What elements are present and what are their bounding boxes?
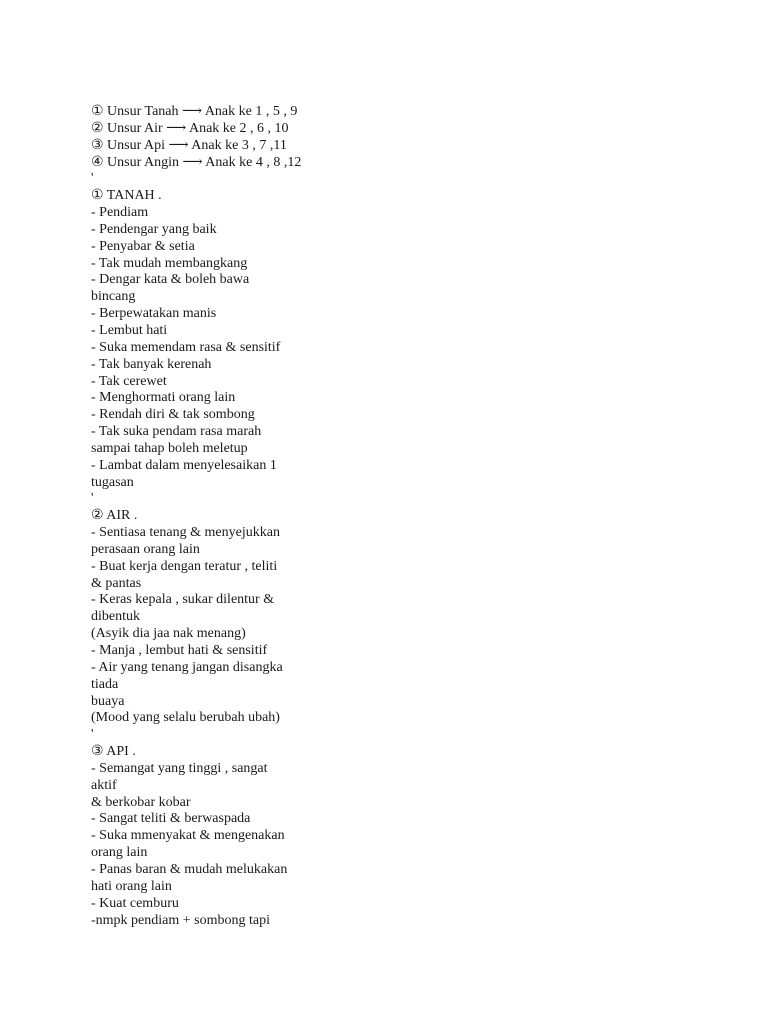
text-line: perasaan orang lain bbox=[91, 541, 200, 557]
text-line: tugasan bbox=[91, 474, 134, 490]
text-line: - Pendengar yang baik bbox=[91, 221, 217, 237]
text-line: hati orang lain bbox=[91, 878, 172, 894]
text-line: - Suka mmenyakat & mengenakan bbox=[91, 828, 285, 844]
text-line: ' bbox=[91, 491, 94, 507]
section-heading-air: ② AIR . bbox=[91, 508, 138, 524]
document-text bbox=[91, 104, 691, 929]
text-line: - Manja , lembut hati & sensitif bbox=[91, 643, 268, 658]
text-line: sampai tahap boleh meletup bbox=[91, 440, 248, 456]
text-line: - Keras kepala , sukar dilentur & bbox=[91, 592, 275, 608]
text-line: - Lambat dalam menyelesaikan 1 bbox=[91, 457, 277, 473]
text-line: ' bbox=[91, 171, 94, 187]
text-line: - Semangat yang tinggi , sangat bbox=[91, 760, 268, 776]
text-line: bincang bbox=[91, 289, 136, 305]
text-line: - Berpewatakan manis bbox=[91, 306, 217, 322]
section-heading-api: ③ API . bbox=[91, 744, 136, 760]
text-line: - Buat kerja dengan teratur , teliti bbox=[91, 558, 278, 574]
text-line: buaya bbox=[91, 693, 125, 709]
text-line: - Suka memendam rasa & sensitif bbox=[91, 339, 281, 355]
text-line: - Sangat teliti & berwaspada bbox=[91, 811, 251, 827]
text-line: ③ Unsur Api ⟶ Anak ke 3 , 7 ,11 bbox=[91, 137, 287, 153]
text-line: - Air yang tenang jangan disangka bbox=[91, 659, 283, 675]
text-line: - Sentiasa tenang & menyejukkan bbox=[91, 525, 280, 541]
text-line: (Asyik dia jaa nak menang) bbox=[91, 626, 246, 642]
text-line: ① Unsur Tanah ⟶ Anak ke 1 , 5 , 9 bbox=[91, 104, 298, 119]
text-line: ' bbox=[91, 727, 94, 743]
text-line: - Tak cerewet bbox=[91, 373, 167, 389]
text-line: tiada bbox=[91, 676, 119, 692]
text-line: - Panas baran & mudah melukakan bbox=[91, 861, 288, 877]
text-line: - Tak mudah membangkang bbox=[91, 255, 248, 271]
text-line: - Pendiam bbox=[91, 205, 149, 221]
text-line: dibentuk bbox=[91, 609, 140, 625]
text-line: - Dengar kata & boleh bawa bbox=[91, 272, 250, 288]
text-line: - Lembut hati bbox=[91, 322, 168, 338]
text-line: - Tak banyak kerenah bbox=[91, 356, 212, 372]
text-line: -nmpk pendiam + sombong tapi bbox=[91, 912, 270, 928]
text-line: - Penyabar & setia bbox=[91, 238, 195, 254]
text-line: ② Unsur Air ⟶ Anak ke 2 , 6 , 10 bbox=[91, 120, 289, 136]
text-line: - Rendah diri & tak sombong bbox=[91, 407, 255, 423]
text-line: & pantas bbox=[91, 575, 142, 591]
text-line: - Kuat cemburu bbox=[91, 895, 179, 911]
text-line: ④ Unsur Angin ⟶ Anak ke 4 , 8 ,12 bbox=[91, 154, 302, 170]
text-line: aktif bbox=[91, 777, 117, 793]
text-line: (Mood yang selalu berubah ubah) bbox=[91, 710, 280, 726]
text-line: & berkobar kobar bbox=[91, 794, 191, 810]
text-line: - Tak suka pendam rasa marah bbox=[91, 424, 262, 440]
section-heading-tanah: ① TANAH . bbox=[91, 188, 162, 204]
text-line: orang lain bbox=[91, 845, 148, 861]
text-line: - Menghormati orang lain bbox=[91, 390, 236, 406]
